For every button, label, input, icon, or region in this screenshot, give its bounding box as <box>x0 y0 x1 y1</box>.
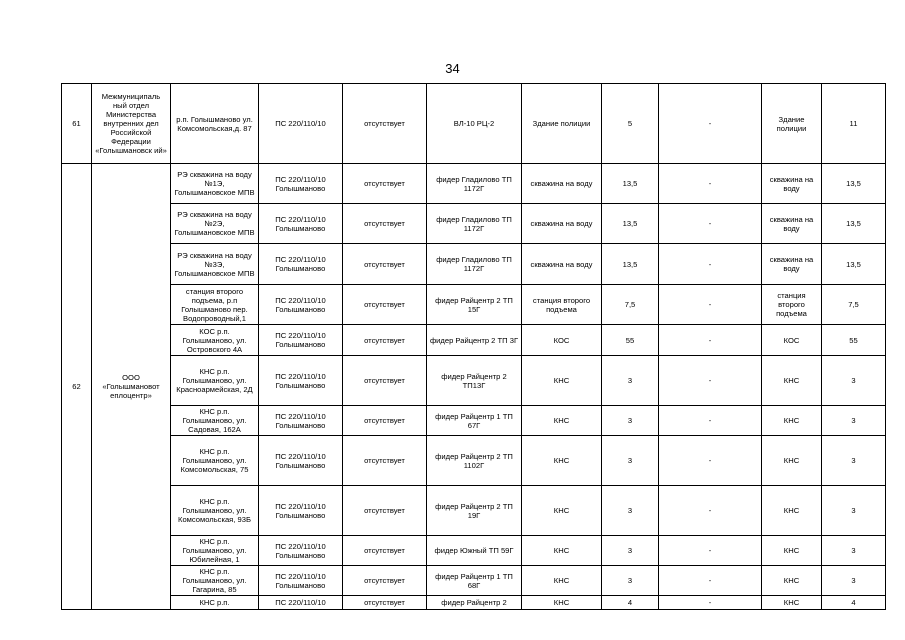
load-2-cell: 7,5 <box>822 285 886 325</box>
status-cell: отсутствует <box>343 204 427 244</box>
object-cell: РЭ скважина на воду №1Э, Голышмановское МПВ <box>171 164 259 204</box>
feeder-cell: фидер Райцентр 2 ТП 19Г <box>427 486 522 536</box>
consumer-2-cell: скважина на воду <box>762 204 822 244</box>
status-cell: отсутствует <box>343 356 427 406</box>
dash-cell: - <box>659 536 762 566</box>
load-2-cell: 3 <box>822 436 886 486</box>
consumer-cell: станция второго подъема <box>522 285 602 325</box>
status-cell: отсутствует <box>343 285 427 325</box>
substation-cell: ПС 220/110/10 Голышманово <box>259 486 343 536</box>
organization-cell: ООО «Голышмановот еплоцентр» <box>92 164 171 610</box>
feeder-cell: фидер Райцентр 2 ТП 15Г <box>427 285 522 325</box>
table-row <box>62 596 886 610</box>
consumer-cell: КНС <box>522 536 602 566</box>
table-row <box>62 436 886 486</box>
dash-cell: - <box>659 164 762 204</box>
load-2-cell: 13,5 <box>822 164 886 204</box>
load-cell: 3 <box>602 536 659 566</box>
load-2-cell: 55 <box>822 325 886 356</box>
substation-cell: ПС 220/110/10 Голышманово <box>259 406 343 436</box>
object-cell: РЭ скважина на воду №3Э, Голышмановское МПВ <box>171 244 259 285</box>
table-row <box>62 566 886 596</box>
consumer-2-cell: станция второго подъема <box>762 285 822 325</box>
dash-cell: - <box>659 285 762 325</box>
load-cell: 7,5 <box>602 285 659 325</box>
substation-cell: ПС 220/110/10 Голышманово <box>259 285 343 325</box>
feeder-cell: фидер Гладилово ТП 1172Г <box>427 164 522 204</box>
consumer-cell: КНС <box>522 596 602 610</box>
status-cell: отсутствует <box>343 536 427 566</box>
feeder-cell: фидер Райцентр 2 ТП 1102Г <box>427 436 522 486</box>
load-cell: 13,5 <box>602 244 659 285</box>
substation-cell: ПС 220/110/10 Голышманово <box>259 204 343 244</box>
table-row <box>62 486 886 536</box>
status-cell: отсутствует <box>343 596 427 610</box>
object-cell: РЭ скважина на воду №2Э, Голышмановское МПВ <box>171 204 259 244</box>
load-cell: 13,5 <box>602 204 659 244</box>
status-cell: отсутствует <box>343 84 427 164</box>
status-cell: отсутствует <box>343 244 427 285</box>
load-cell: 13,5 <box>602 164 659 204</box>
dash-cell: - <box>659 566 762 596</box>
table-row <box>62 325 886 356</box>
feeder-cell: фидер Райцентр 2 ТП13Г <box>427 356 522 406</box>
substation-cell: ПС 220/110/10 Голышманово <box>259 325 343 356</box>
table-row <box>62 204 886 244</box>
consumer-2-cell: КНС <box>762 486 822 536</box>
feeder-cell: фидер Райцентр 1 ТП 67Г <box>427 406 522 436</box>
table-body <box>62 84 886 610</box>
load-2-cell: 3 <box>822 536 886 566</box>
feeder-cell: фидер Райцентр 2 <box>427 596 522 610</box>
organization-cell: Межмуниципаль ный отдел Министерства внутренних дел Российской Федерации «Голышмановск ий» <box>92 84 171 164</box>
object-cell: КОС р.п. Голышманово, ул. Островского 4А <box>171 325 259 356</box>
consumer-cell: КНС <box>522 406 602 436</box>
status-cell: отсутствует <box>343 566 427 596</box>
connections-table <box>61 83 886 610</box>
dash-cell: - <box>659 406 762 436</box>
load-2-cell: 13,5 <box>822 244 886 285</box>
dash-cell: - <box>659 436 762 486</box>
table-row <box>62 536 886 566</box>
load-cell: 3 <box>602 406 659 436</box>
load-2-cell: 13,5 <box>822 204 886 244</box>
dash-cell: - <box>659 486 762 536</box>
object-cell: КНС р.п. Голышманово, ул. Садовая, 162А <box>171 406 259 436</box>
load-2-cell: 3 <box>822 406 886 436</box>
substation-cell: ПС 220/110/10 Голышманово <box>259 164 343 204</box>
object-cell: КНС р.п. Голышманово, ул. Комсомольская, 75 <box>171 436 259 486</box>
object-cell: КНС р.п. <box>171 596 259 610</box>
substation-cell: ПС 220/110/10 <box>259 596 343 610</box>
dash-cell: - <box>659 356 762 406</box>
feeder-cell: фидер Гладилово ТП 1172Г <box>427 244 522 285</box>
feeder-cell: фидер Райцентр 1 ТП 68Г <box>427 566 522 596</box>
load-cell: 3 <box>602 436 659 486</box>
status-cell: отсутствует <box>343 486 427 536</box>
consumer-cell: скважина на воду <box>522 204 602 244</box>
consumer-2-cell: КНС <box>762 406 822 436</box>
feeder-cell: ВЛ-10 РЦ-2 <box>427 84 522 164</box>
consumer-cell: КНС <box>522 356 602 406</box>
load-2-cell: 4 <box>822 596 886 610</box>
consumer-2-cell: КНС <box>762 566 822 596</box>
table-row <box>62 356 886 406</box>
load-2-cell: 3 <box>822 566 886 596</box>
load-2-cell: 11 <box>822 84 886 164</box>
table-row <box>62 406 886 436</box>
load-cell: 3 <box>602 356 659 406</box>
dash-cell: - <box>659 325 762 356</box>
consumer-2-cell: КНС <box>762 536 822 566</box>
status-cell: отсутствует <box>343 325 427 356</box>
feeder-cell: фидер Южный ТП 59Г <box>427 536 522 566</box>
object-cell: КНС р.п. Голышманово, ул. Гагарина, 85 <box>171 566 259 596</box>
consumer-2-cell: КНС <box>762 356 822 406</box>
consumer-cell: скважина на воду <box>522 244 602 285</box>
consumer-2-cell: Здание полиции <box>762 84 822 164</box>
row-number: 61 <box>62 84 92 164</box>
page-number: 34 <box>445 61 460 76</box>
dash-cell: - <box>659 204 762 244</box>
load-2-cell: 3 <box>822 486 886 536</box>
consumer-cell: КНС <box>522 436 602 486</box>
status-cell: отсутствует <box>343 436 427 486</box>
consumer-2-cell: КОС <box>762 325 822 356</box>
object-cell: КНС р.п. Голышманово, ул. Красноармейская, 2Д <box>171 356 259 406</box>
substation-cell: ПС 220/110/10 Голышманово <box>259 436 343 486</box>
status-cell: отсутствует <box>343 164 427 204</box>
feeder-cell: фидер Райцентр 2 ТП 3Г <box>427 325 522 356</box>
object-cell: КНС р.п. Голышманово, ул. Комсомольская, 93Б <box>171 486 259 536</box>
status-cell: отсутствует <box>343 406 427 436</box>
object-cell: р.п. Голышманово ул. Комсомольская,д. 87 <box>171 84 259 164</box>
load-cell: 3 <box>602 566 659 596</box>
consumer-cell: КНС <box>522 486 602 536</box>
load-cell: 55 <box>602 325 659 356</box>
consumer-cell: КОС <box>522 325 602 356</box>
table-row <box>62 285 886 325</box>
load-2-cell: 3 <box>822 356 886 406</box>
table-row <box>62 164 886 204</box>
object-cell: станция второго подъема, р.п Голышманово пер. Водопроводный,1 <box>171 285 259 325</box>
substation-cell: ПС 220/110/10 Голышманово <box>259 536 343 566</box>
table-row <box>62 84 886 164</box>
substation-cell: ПС 220/110/10 Голышманово <box>259 566 343 596</box>
object-cell: КНС р.п. Голышманово, ул. Юбилейная, 1 <box>171 536 259 566</box>
load-cell: 4 <box>602 596 659 610</box>
consumer-cell: скважина на воду <box>522 164 602 204</box>
substation-cell: ПС 220/110/10 Голышманово <box>259 244 343 285</box>
dash-cell: - <box>659 84 762 164</box>
load-cell: 3 <box>602 486 659 536</box>
load-cell: 5 <box>602 84 659 164</box>
consumer-2-cell: КНС <box>762 596 822 610</box>
substation-cell: ПС 220/110/10 <box>259 84 343 164</box>
table-row <box>62 244 886 285</box>
consumer-cell: Здание полиции <box>522 84 602 164</box>
consumer-2-cell: скважина на воду <box>762 164 822 204</box>
row-number: 62 <box>62 164 92 610</box>
consumer-2-cell: КНС <box>762 436 822 486</box>
dash-cell: - <box>659 596 762 610</box>
consumer-cell: КНС <box>522 566 602 596</box>
dash-cell: - <box>659 244 762 285</box>
feeder-cell: фидер Гладилово ТП 1172Г <box>427 204 522 244</box>
consumer-2-cell: скважина на воду <box>762 244 822 285</box>
substation-cell: ПС 220/110/10 Голышманово <box>259 356 343 406</box>
